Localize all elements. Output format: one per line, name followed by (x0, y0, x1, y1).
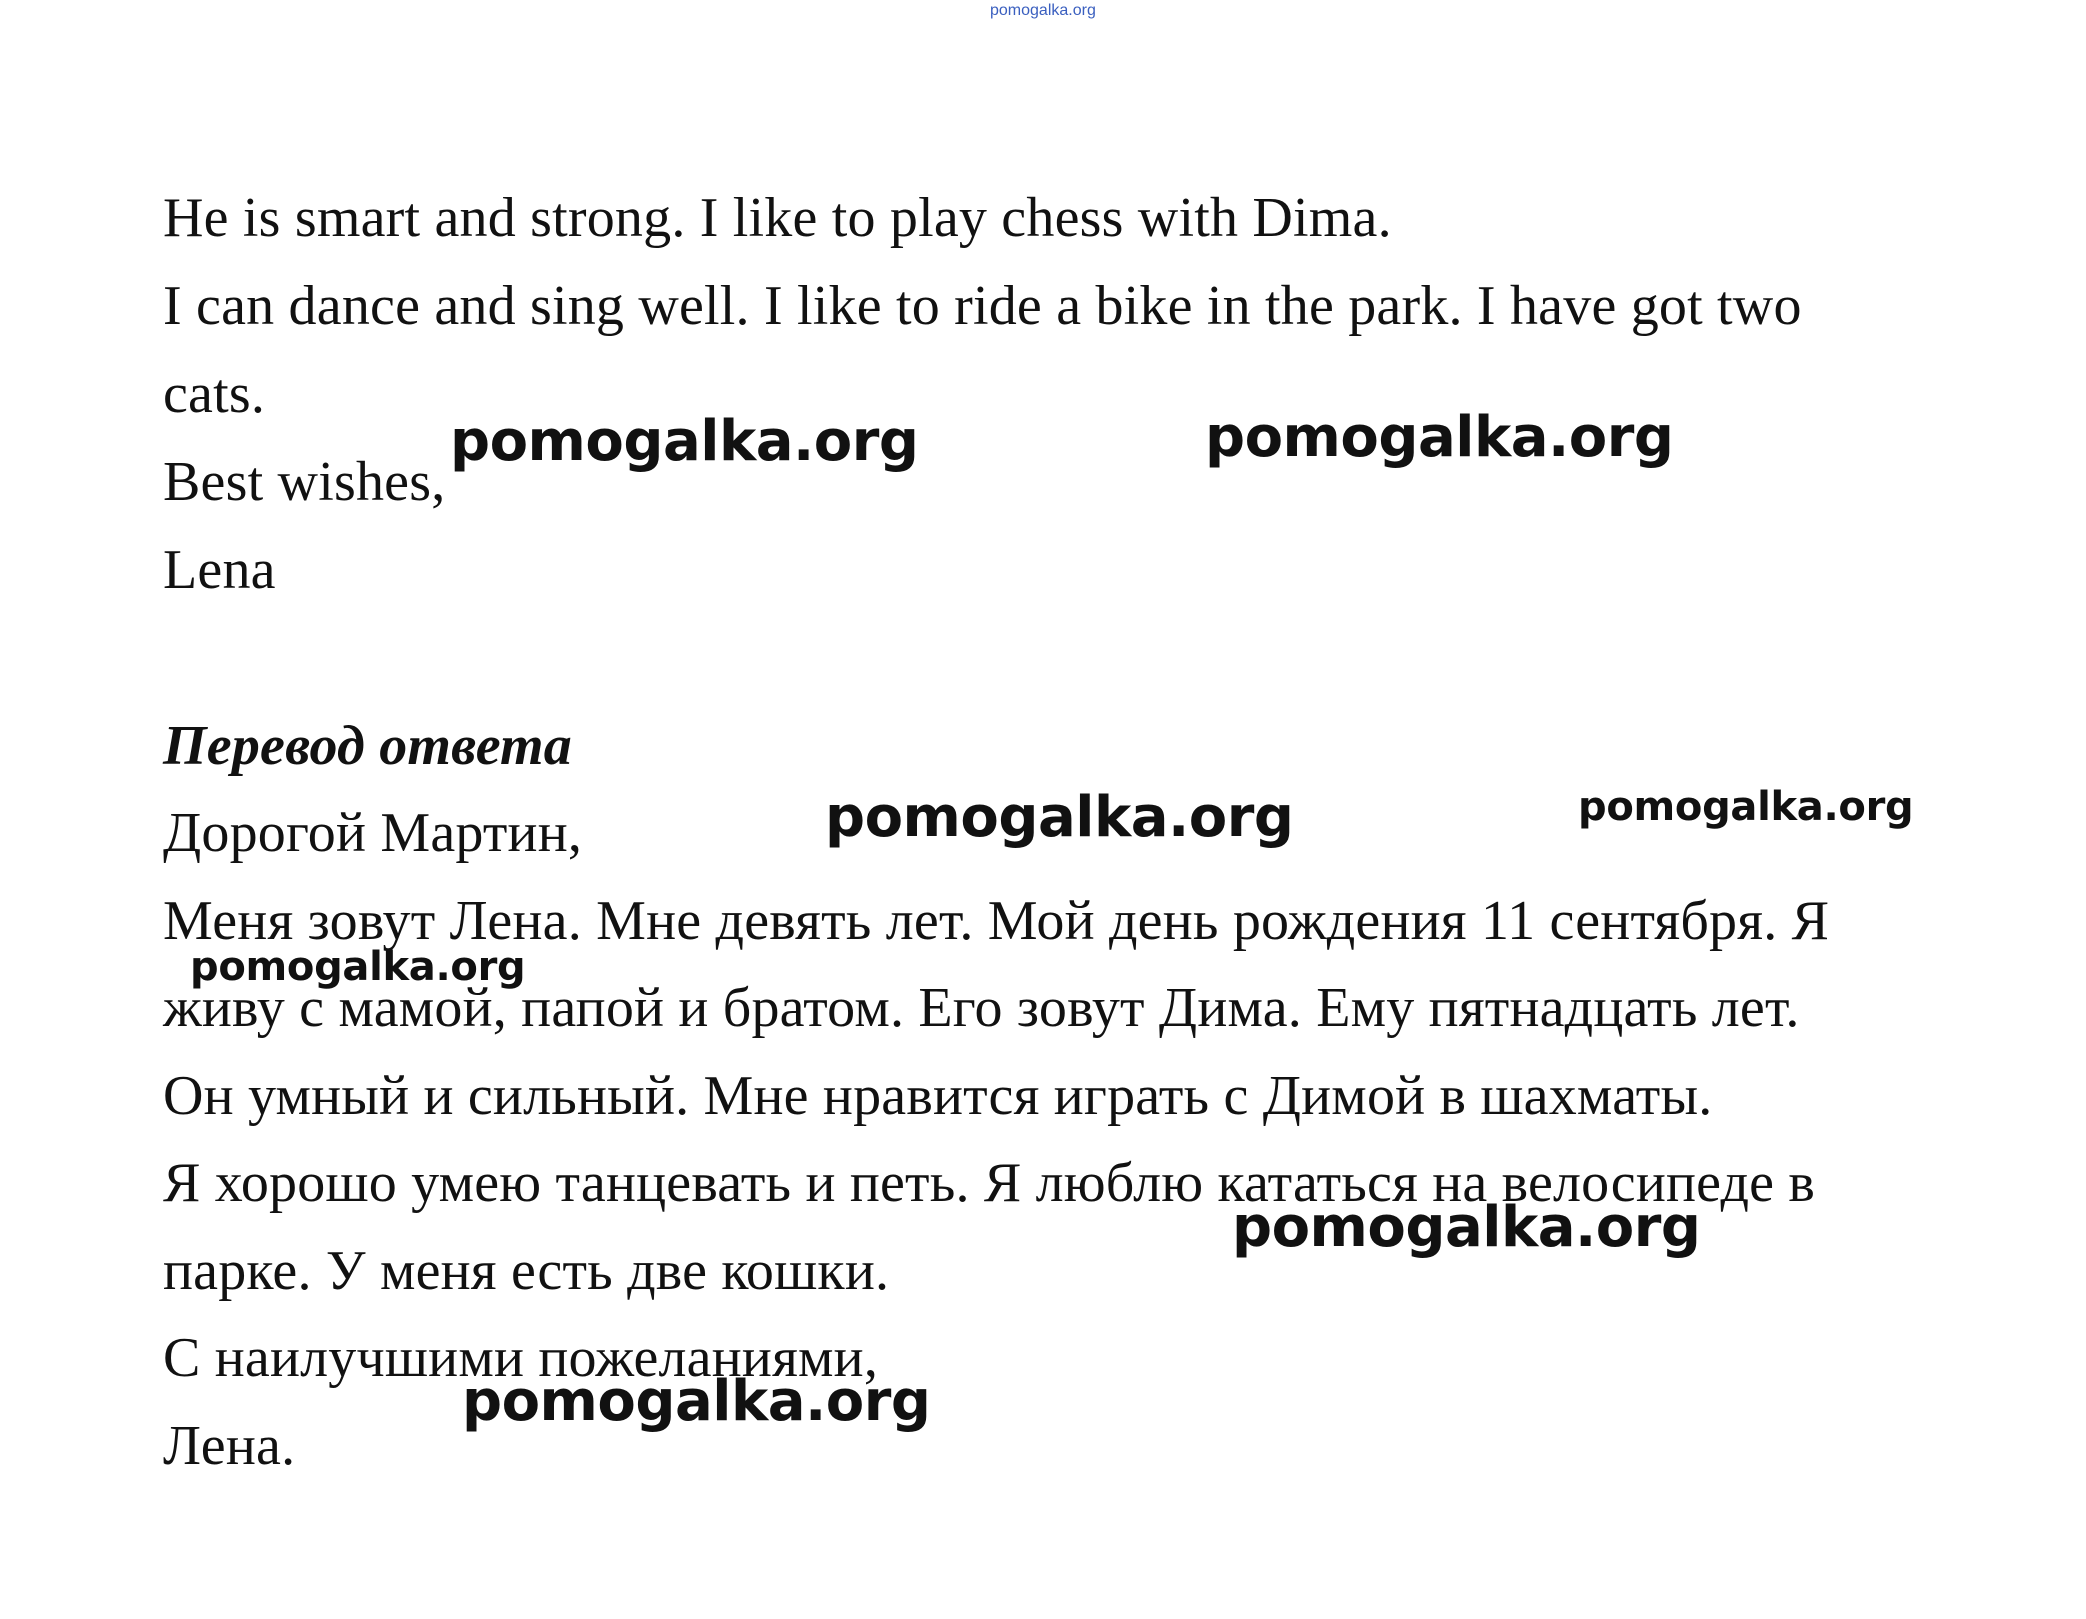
translation-closing: С наилучшими пожеланиями, (163, 1327, 879, 1389)
header-site-mark: pomogalka.org (990, 2, 1096, 19)
translation-line: живу с мамой, папой и братом. Его зовут Дима. Ему пятнадцать лет. (163, 977, 1800, 1039)
watermark: pomogalka.org (1205, 405, 1674, 470)
letter-line: I can dance and sing well. I like to ride a bike in the park. I have got two (163, 275, 1802, 337)
translation-line: парке. У меня есть две кошки. (163, 1240, 890, 1302)
translation-heading: Перевод ответа (163, 715, 572, 777)
translation-line: Меня зовут Лена. Мне девять лет. Мой день рождения 11 сентября. Я (163, 890, 1830, 952)
watermark: pomogalka.org (450, 409, 919, 474)
watermark: pomogalka.org (1578, 784, 1914, 830)
watermark: pomogalka.org (825, 785, 1294, 850)
letter-line: He is smart and strong. I like to play chess with Dima. (163, 187, 1392, 249)
translation-signature: Лена. (163, 1415, 296, 1477)
watermark: pomogalka.org (462, 1369, 931, 1434)
watermark: pomogalka.org (190, 944, 526, 990)
translation-greeting: Дорогой Мартин, (163, 802, 583, 864)
translation-line: Он умный и сильный. Мне нравится играть с Димой в шахматы. (163, 1065, 1713, 1127)
watermark: pomogalka.org (1232, 1195, 1701, 1260)
letter-line: cats. (163, 363, 266, 425)
letter-closing: Best wishes, (163, 451, 446, 513)
letter-signature: Lena (163, 539, 276, 601)
translation-line: Я хорошо умею танцевать и петь. Я люблю кататься на велосипеде в (163, 1152, 1816, 1214)
